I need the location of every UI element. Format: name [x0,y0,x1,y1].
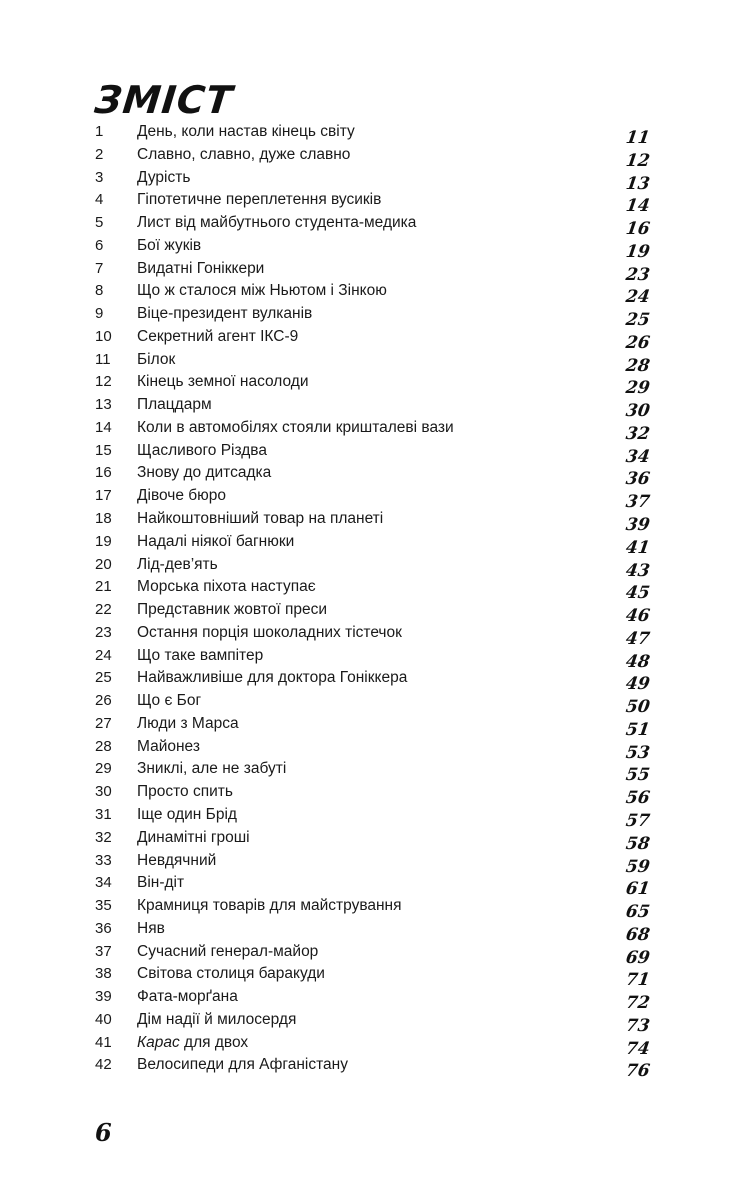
toc-entry-title: Плацдарм [137,396,212,414]
toc-entry-title: Гіпотетичне переплетення вусиків [137,191,382,209]
toc-entry-number: 34 [95,874,112,892]
toc-entry-number: 11 [95,350,111,368]
toc-entry [0,850,756,877]
toc-entry-page: 76 [624,1061,652,1082]
toc-entry-page: 47 [624,628,652,649]
toc-entry-number: 24 [95,646,112,664]
toc-entry-title [137,1032,248,1054]
toc-entry-number: 3 [95,168,104,186]
toc-entry-page: 59 [624,856,652,877]
toc-entry-number: 12 [95,373,112,391]
toc-entry [0,804,756,831]
toc-entry-title-rest: для двох [179,1033,249,1051]
toc-entry-page: 19 [624,241,652,262]
toc-entry [0,349,756,376]
toc-entry-number: 4 [95,191,104,209]
toc-entry-page: 41 [624,537,652,558]
toc-entry [0,576,756,604]
toc-entry [0,417,756,444]
toc-entry-number: 9 [95,305,104,323]
toc-entry [0,258,756,285]
toc-entry-number: 20 [95,555,112,573]
toc-entry [0,531,756,558]
table-of-contents [0,121,756,1082]
toc-entry-page: 57 [624,810,652,831]
toc-entry-title: Що ж сталося між Ньютом і Зінкою [137,282,387,300]
page-number: 6 [95,1118,112,1147]
toc-entry-page: 26 [624,332,652,353]
toc-entry-page: 11 [624,128,652,148]
toc-entry-title: Люди з Марса [137,714,239,732]
toc-entry [0,1032,756,1059]
toc-entry-title: Віце-президент вулканів [137,305,313,323]
toc-entry-number: 23 [95,623,112,641]
toc-entry [0,622,756,649]
toc-entry-number: 1 [95,123,104,140]
toc-entry [0,599,756,627]
toc-entry-page: 23 [624,264,652,285]
toc-entry-title: Динамітні гроші [137,828,250,846]
toc-entry [0,326,756,353]
toc-entry [0,280,756,308]
toc-entry-number: 42 [95,1056,112,1074]
toc-entry-number: 22 [95,601,112,619]
toc-entry [0,736,756,763]
toc-entry-page: 69 [624,947,652,968]
toc-entry-title: Няв [137,919,165,937]
toc-entry-page: 55 [624,765,652,786]
toc-entry [0,212,756,240]
toc-entry-title: Фата-морґана [137,988,238,1006]
toc-entry [0,872,756,900]
toc-entry-page: 51 [624,719,652,740]
toc-entry-number: 2 [95,145,104,163]
toc-entry-title: Велосипеди для Афганістану [137,1056,348,1074]
toc-entry-title: Майонез [137,737,200,755]
toc-entry [0,485,756,513]
toc-entry-page: 61 [624,879,652,900]
toc-entry [0,986,756,1014]
toc-entry-page: 73 [624,1015,652,1036]
toc-entry [0,121,756,148]
toc-entry-title: Щасливого Різдва [137,441,267,459]
toc-entry [0,167,756,194]
toc-entry [0,189,756,217]
toc-entry-page: 14 [624,196,652,217]
toc-entry-title: Лід-дев’ять [137,555,218,573]
toc-entry-title: Морська піхота наступає [137,578,316,596]
toc-entry [0,462,756,490]
toc-entry-page: 45 [624,583,652,604]
toc-entry-title: Найкоштовніший товар на планеті [137,510,384,528]
toc-entry-title: Білок [137,350,176,368]
toc-entry-title: Світова столиця баракуди [137,965,325,983]
toc-entry-page: 24 [624,287,652,308]
toc-entry-number: 32 [95,828,112,846]
toc-entry-title: Видатні Гоніккери [137,259,265,277]
toc-entry [0,554,756,581]
toc-entry-number: 29 [95,760,112,778]
toc-entry-page: 16 [624,219,652,240]
toc-entry-title: Славно, славно, дуже славно [137,145,351,163]
toc-entry [0,918,756,945]
toc-entry-number: 6 [95,236,104,254]
toc-entry-number: 13 [95,396,112,414]
toc-entry-title: Дім надії й милосердя [137,1010,297,1028]
toc-entry-page: 53 [624,742,652,763]
toc-entry-page: 48 [624,651,652,672]
toc-entry [0,781,756,809]
toc-entry-page: 25 [624,310,652,331]
toc-entry-page: 65 [624,902,652,923]
toc-entry-number: 19 [95,532,112,550]
toc-entry-title: Невдячний [137,851,217,869]
toc-entry-page: 30 [624,401,652,422]
toc-entry-page: 32 [624,423,652,444]
toc-entry [0,235,756,262]
toc-entry-page: 37 [624,492,652,513]
toc-entry-number: 27 [95,714,112,732]
toc-entry-title: Найважливіше для доктора Гоніккера [137,669,408,687]
toc-entry [0,963,756,991]
toc-entry-number: 18 [95,510,112,528]
toc-entry-number: 30 [95,783,112,801]
toc-entry-title: Остання порція шоколадних тістечок [137,623,402,641]
toc-entry-title: Секретний агент ІКС-9 [137,327,299,345]
toc-entry [0,713,756,740]
toc-entry-title: Зниклі, але не забуті [137,760,287,778]
toc-entry [0,394,756,422]
toc-entry-title: Коли в автомобілях стояли кришталеві вази [137,418,454,436]
toc-entry-title: Дівоче бюро [137,487,227,505]
toc-entry-number: 14 [95,418,112,436]
toc-entry-number: 38 [95,965,112,983]
toc-entry-number: 10 [95,327,112,345]
toc-entry-page: 46 [624,606,652,627]
toc-entry-page: 43 [624,560,652,581]
toc-entry [0,144,756,171]
toc-entry-page: 28 [624,355,652,376]
toc-entry-page: 58 [624,833,652,854]
page-title: ЗМІСТ [92,78,236,123]
toc-entry-page: 36 [624,469,652,490]
toc-entry-title: Дурість [137,168,191,186]
toc-entry-title: Бої жуків [137,236,202,254]
toc-entry [0,758,756,786]
toc-entry-title: Надалі ніякої багнюки [137,532,295,550]
toc-entry-number: 28 [95,737,112,755]
toc-entry [0,1009,756,1036]
toc-entry-number: 40 [95,1010,112,1028]
toc-entry-title: Що є Бог [137,692,202,710]
toc-entry [0,303,756,331]
toc-entry-title-italic: Карас [137,1033,180,1051]
toc-entry-number: 37 [95,942,112,960]
toc-entry-number: 25 [95,669,112,687]
toc-entry [0,690,756,718]
toc-entry-number: 35 [95,897,112,915]
toc-entry [0,667,756,695]
toc-entry [0,440,756,467]
toc-entry-page: 29 [624,378,652,399]
toc-entry-page: 13 [624,173,652,194]
toc-entry-page: 74 [624,1038,652,1059]
toc-entry-page: 68 [624,924,652,945]
toc-entry-title: Іще один Брід [137,805,237,823]
toc-entry [0,895,756,923]
toc-entry-number: 8 [95,282,104,300]
toc-entry-number: 26 [95,692,112,710]
toc-entry-page: 71 [624,970,652,991]
toc-entry-number: 21 [95,578,112,596]
toc-entry-number: 36 [95,919,112,937]
toc-entry-title: Просто спить [137,783,233,801]
toc-entry-number: 7 [95,259,104,277]
toc-entry [0,645,756,672]
toc-entry [0,508,756,536]
toc-entry-number: 16 [95,464,112,482]
toc-entry-number: 15 [95,441,112,459]
toc-entry-number: 33 [95,851,112,869]
toc-entry-title: Лист від майбутнього студента-медика [137,214,417,232]
toc-entry-title: День, коли настав кінець світу [137,123,355,140]
toc-entry [0,371,756,399]
toc-entry-page: 12 [624,150,652,171]
toc-entry [0,941,756,968]
toc-entry-page: 72 [624,993,652,1014]
toc-entry-number: 31 [95,805,112,823]
toc-entry-title: Що таке вампітер [137,646,264,664]
toc-entry-page: 56 [624,788,652,809]
toc-entry-page: 39 [624,515,652,536]
toc-entry-number: 41 [95,1033,112,1051]
toc-entry-title: Крамниця товарів для майстрування [137,897,402,915]
toc-entry-number: 5 [95,214,104,232]
toc-entry-page: 34 [624,446,652,467]
toc-entry [0,1054,756,1082]
toc-entry-title: Кінець земної насолоди [137,373,309,391]
toc-entry-page: 50 [624,697,652,718]
toc-entry-number: 39 [95,988,112,1006]
toc-entry [0,827,756,854]
toc-entry-title: Сучасний генерал-майор [137,942,319,960]
toc-entry-page: 49 [624,674,652,695]
toc-entry-title: Знову до дитсадка [137,464,272,482]
toc-entry-number: 17 [95,487,112,505]
toc-entry-title: Представник жовтої преси [137,601,328,619]
toc-entry-title: Він-діт [137,874,185,892]
